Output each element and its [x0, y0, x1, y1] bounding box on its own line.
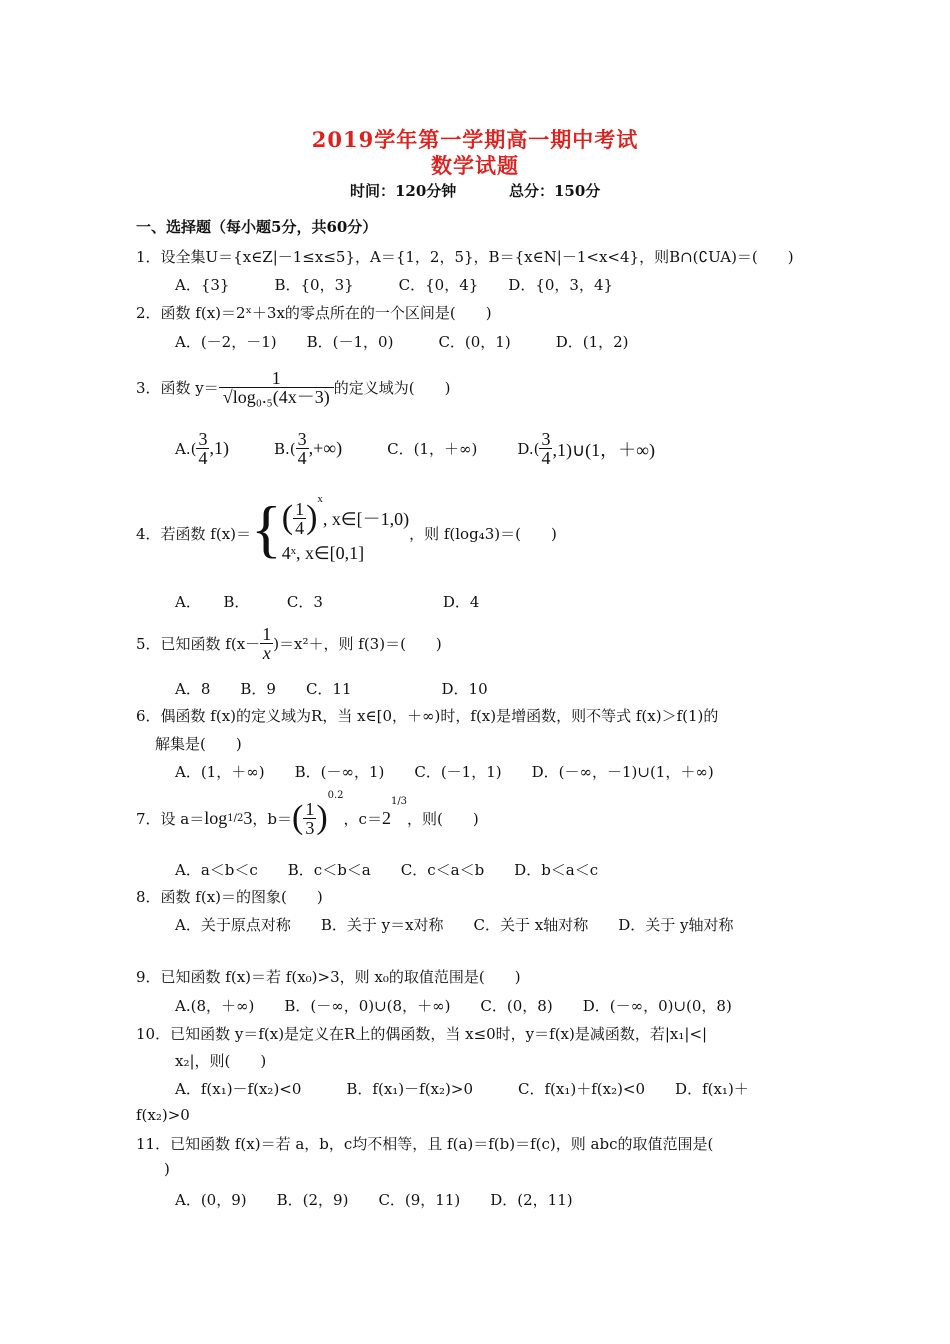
case-1: ( $\frac{1}{4}$ ) $^x$ , x∈[－1,0): [281, 493, 410, 538]
case-1-exponent: x: [317, 493, 323, 505]
option-b-post: ,+∞): [308, 438, 343, 458]
option-d-pre: D.(: [517, 439, 540, 458]
exam-title: 2019学年第一学期高一期中考试: [311, 127, 639, 152]
question-10-stem: 10．已知函数 y＝f(x)是定义在R上的偶函数，当 x≤0时，y＝f(x)是减函数，若|x₁|<|: [136, 1025, 708, 1043]
question-5-stem: [136, 620, 442, 666]
question-4-prefix: 4．若函数 f(x)＝: [136, 524, 252, 543]
question-3-stem: [136, 362, 450, 412]
question-9-options: A.(8，＋∞) B．(－∞，0)∪(8，＋∞) C．(0，8) D．(－∞，0)∪(0，8): [175, 997, 732, 1015]
option-d-fraction: $\frac{3}{4}$: [541, 429, 551, 468]
question-8-stem: 8．函数 f(x)＝的图象( ): [136, 888, 323, 906]
option-a-pre: A.(: [175, 439, 197, 458]
c-exponent: 1/3: [390, 796, 408, 807]
question-4-options: A． B． C．3 D．4: [175, 593, 480, 611]
option-d-post: ,1)∪(1，＋∞): [552, 439, 655, 460]
question-8-options: A．关于原点对称 B．关于 y＝x对称 C．关于 x轴对称 D．关于 y轴对称: [175, 916, 734, 934]
time-label: 时间：120分钟: [350, 182, 457, 200]
question-10-options: A．f(x₁)－f(x₂)<0 B．f(x₁)－f(x₂)>0 C．f(x₁)＋f(x₂)<0 D．f(x₁)＋: [175, 1080, 749, 1098]
question-5-options: A．8 B．9 C．11 D．10: [175, 680, 488, 698]
question-2-options: A．(－2，－1) B．(－1，0) C．(0，1) D．(1，2): [175, 333, 629, 351]
b-exponent: 0.2: [327, 790, 344, 801]
section-heading: 一、选择题（每小题5分，共60分）: [136, 218, 378, 236]
question-7-prefix: 7．设 a＝: [136, 809, 205, 828]
question-1-options: A．{3} B．{0，3} C．{0，4} D．{0，3，4}: [175, 276, 614, 294]
question-1-stem: 1．设全集U＝{x∈Z|－1≤x≤5}，A＝{1，2，5}，B＝{x∈N|－1<x<4}，则B∩(∁UA)＝( ): [136, 248, 794, 266]
case-1-fraction: $\frac{1}{4}$: [295, 498, 305, 538]
b-label: ，b＝: [252, 809, 292, 828]
question-10-stem-continued: x₂|，则( ): [175, 1052, 267, 1070]
question-3-fraction: $\frac{1}{\text{√log₀.₅(4x－3)}}$: [219, 369, 334, 406]
question-3-numerator: 1: [271, 367, 281, 388]
question-4-suffix: ，则 f(log₄3)＝( ): [409, 524, 557, 543]
piecewise-cases: [282, 493, 409, 573]
question-3-prefix: 3．函数 y＝: [136, 378, 219, 397]
exam-subtitle: 数学试题: [431, 153, 519, 178]
a-log-base: 1/2: [227, 812, 244, 824]
option-b-pre: B.(: [273, 439, 296, 458]
question-11-stem: 11．已知函数 f(x)＝若 a，b，c均不相等，且 f(a)＝f(b)＝f(c)，则 abc的取值范围是(: [136, 1135, 714, 1153]
case-1-condition: , x∈[－1,0): [322, 509, 410, 529]
a-log: log: [204, 807, 228, 828]
b-fraction: $\frac{1}{3}$: [305, 798, 315, 838]
question-3-options: [175, 430, 655, 467]
question-10-options-continued: f(x₂)>0: [136, 1106, 190, 1124]
question-7-options: A．a＜b＜c B．c＜b＜a C．c＜a＜b D．b＜a＜c: [175, 861, 599, 879]
c-base: 2: [381, 807, 391, 828]
question-5-prefix: 5．已知函数 f(x－: [136, 634, 261, 653]
question-5-suffix: )＝x²＋，则 f(3)＝( ): [273, 634, 442, 653]
question-2-stem: 2．函数 f(x)＝2ˣ＋3x的零点所在的一个区间是( ): [136, 304, 492, 322]
option-a-fraction: $\frac{3}{4}$: [198, 429, 208, 468]
question-6-options: A．(1，＋∞) B．(－∞，1) C．(－1，1) D．(－∞，－1)∪(1，＋∞): [175, 763, 714, 781]
question-4-stem: [136, 488, 557, 578]
score-label: 总分：150分: [509, 182, 601, 200]
option-a-post: ,1): [209, 438, 229, 458]
case-2: 4ˣ, x∈[0,1]: [281, 543, 365, 563]
question-3-suffix: 的定义域为( ): [333, 378, 451, 397]
question-7-suffix: ，则( ): [407, 809, 479, 828]
question-11-stem-continued: ): [164, 1160, 170, 1178]
option-c: C．(1，＋∞): [387, 440, 478, 458]
c-label: ，c＝: [343, 809, 382, 828]
a-log-arg: 3: [243, 807, 253, 828]
question-11-options: A．(0，9) B．(2，9) C．(9，11) D．(2，11): [175, 1191, 573, 1209]
option-b-fraction: $\frac{3}{4}$: [297, 429, 307, 468]
question-6-stem: 6．偶函数 f(x)的定义域为R，当 x∈[0，＋∞)时，f(x)是增函数，则不等式 f(x)＞f(1)的: [136, 707, 719, 725]
question-5-fraction: $\frac{1}{x}$: [262, 623, 272, 663]
question-3-denominator: log₀.₅(4x－3): [232, 386, 330, 407]
question-9-stem: 9．已知函数 f(x)＝若 f(x₀)>3，则 x₀的取值范围是( ): [136, 968, 521, 986]
question-7-stem: 7．设 a＝ log 1/2 3 ，b＝ ( $\frac{1}{3}$ ) $^{0.2}$ ，c＝ 2 1/3 ，则( ): [136, 790, 479, 838]
brace: {: [251, 493, 282, 564]
question-6-stem-continued: 解集是( ): [155, 735, 242, 753]
